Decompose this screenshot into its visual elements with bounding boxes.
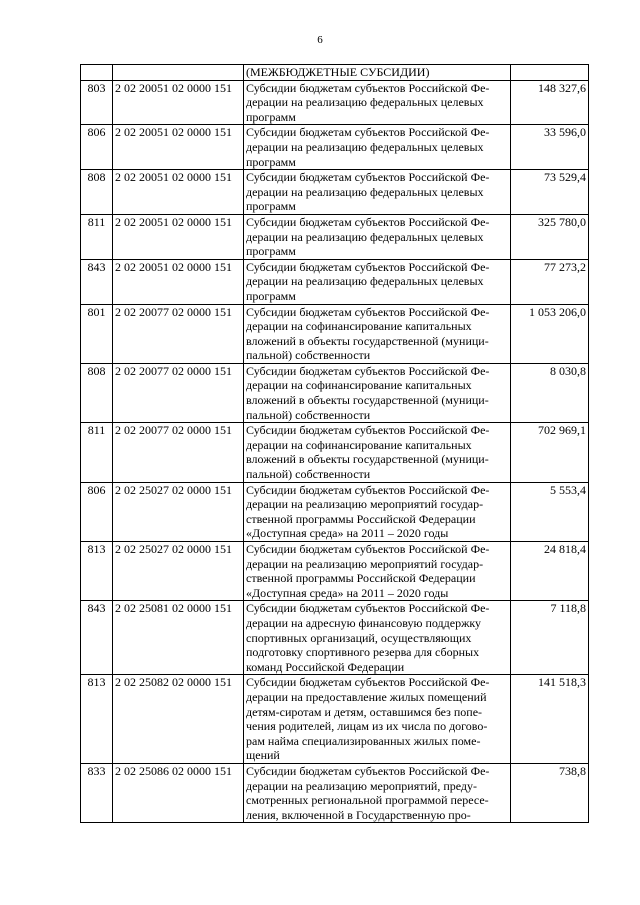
budget-code-cell: 2 02 20077 02 0000 151	[113, 304, 244, 363]
description-line: программ	[246, 244, 296, 259]
description-line: Субсидии бюджетам субъектов Российской Фе-	[246, 170, 490, 185]
table-row	[81, 763, 589, 822]
description-line: команд Российской Федерации	[246, 659, 405, 674]
table-row	[81, 601, 589, 675]
admin-code-cell: 843	[81, 259, 113, 304]
admin-code-cell: 833	[81, 763, 113, 822]
table-row	[81, 304, 589, 363]
description-cell	[244, 423, 511, 482]
description-line: рам найма специализированных жилых поме-	[246, 733, 481, 748]
table-row	[81, 675, 589, 764]
description-line: ления, включенной в Государственную про-	[246, 807, 471, 822]
description-line: спортивных организаций, осуществляющих	[246, 630, 472, 645]
description-line: Субсидии бюджетам субъектов Российской Фе-	[246, 542, 490, 556]
amount-cell: 738,8	[511, 763, 589, 822]
description-line: дерации на реализацию мероприятий государ-	[246, 497, 484, 512]
table-row	[81, 423, 589, 482]
admin-code-cell: 811	[81, 423, 113, 482]
amount-cell: 7 118,8	[511, 601, 589, 675]
subsidies-table	[80, 64, 589, 823]
admin-code-cell: 813	[81, 542, 113, 601]
header-code-cell	[113, 65, 244, 81]
budget-code-cell: 2 02 20051 02 0000 151	[113, 170, 244, 215]
description-cell	[244, 125, 511, 170]
table-header-row	[81, 65, 589, 81]
table-row	[81, 214, 589, 259]
amount-cell: 148 327,6	[511, 80, 589, 125]
table-row	[81, 542, 589, 601]
description-line: Субсидии бюджетам субъектов Российской Фе-	[246, 482, 490, 497]
description-line: детям-сиротам и детям, оставшимся без попе-	[246, 704, 483, 719]
budget-code-cell: 2 02 25027 02 0000 151	[113, 542, 244, 601]
description-line: дерации на реализацию федеральных целевых	[246, 229, 484, 244]
description-line: дерации на реализацию мероприятий, преду-	[246, 778, 478, 793]
amount-cell: 5 553,4	[511, 482, 589, 541]
table-row	[81, 125, 589, 170]
description-line: «Доступная среда» на 2011 – 2020 годы	[246, 585, 449, 600]
budget-code-cell: 2 02 25086 02 0000 151	[113, 763, 244, 822]
description-cell	[244, 80, 511, 125]
description-line: дерации на реализацию федеральных целевых	[246, 139, 484, 154]
description-line: вложений в объекты государственной (муници-	[246, 333, 489, 348]
admin-code-cell: 808	[81, 170, 113, 215]
description-line: щений	[246, 748, 280, 763]
description-line: Субсидии бюджетам субъектов Российской Фе-	[246, 125, 490, 140]
description-cell	[244, 763, 511, 822]
description-line: Субсидии бюджетам субъектов Российской Фе-	[246, 259, 490, 274]
amount-cell: 1 053 206,0	[511, 304, 589, 363]
description-line: ственной программы Российской Федерации	[246, 511, 476, 526]
description-cell	[244, 214, 511, 259]
description-line: программ	[246, 109, 296, 124]
budget-code-cell: 2 02 20077 02 0000 151	[113, 423, 244, 482]
description-line: дерации на реализацию федеральных целевых	[246, 184, 484, 199]
amount-cell: 33 596,0	[511, 125, 589, 170]
description-line: программ	[246, 288, 296, 303]
description-line: чения родителей, лицам из их числа по догово-	[246, 719, 488, 734]
admin-code-cell: 811	[81, 214, 113, 259]
description-cell	[244, 304, 511, 363]
section-title: (МЕЖБЮДЖЕТНЫЕ СУБСИДИИ)	[244, 65, 511, 81]
description-cell	[244, 363, 511, 422]
budget-code-cell: 2 02 20051 02 0000 151	[113, 259, 244, 304]
table-body	[81, 65, 589, 823]
admin-code-cell: 806	[81, 482, 113, 541]
admin-code-cell: 843	[81, 601, 113, 675]
table-row	[81, 259, 589, 304]
admin-code-cell: 806	[81, 125, 113, 170]
description-line: дерации на софинансирование капитальных	[246, 319, 472, 334]
description-cell	[244, 259, 511, 304]
amount-cell: 73 529,4	[511, 170, 589, 215]
budget-code-cell: 2 02 25081 02 0000 151	[113, 601, 244, 675]
amount-cell: 325 780,0	[511, 214, 589, 259]
description-line: Субсидии бюджетам субъектов Российской Фе-	[246, 423, 490, 438]
admin-code-cell: 801	[81, 304, 113, 363]
description-line: дерации на софинансирование капитальных	[246, 378, 472, 393]
description-cell	[244, 482, 511, 541]
header-admin-cell	[81, 65, 113, 81]
description-line: дерации на софинансирование капитальных	[246, 437, 472, 452]
admin-code-cell: 803	[81, 80, 113, 125]
description-line: дерации на реализацию федеральных целевых	[246, 95, 484, 110]
description-line: дерации на реализацию мероприятий государ-	[246, 556, 484, 571]
description-line: «Доступная среда» на 2011 – 2020 годы	[246, 526, 449, 541]
budget-code-cell: 2 02 20077 02 0000 151	[113, 363, 244, 422]
budget-code-cell: 2 02 25027 02 0000 151	[113, 482, 244, 541]
budget-code-cell: 2 02 25082 02 0000 151	[113, 675, 244, 764]
description-line: вложений в объекты государственной (муници-	[246, 452, 489, 467]
amount-cell: 24 818,4	[511, 542, 589, 601]
description-line: Субсидии бюджетам субъектов Российской Фе-	[246, 763, 490, 778]
description-line: дерации на предоставление жилых помещений	[246, 689, 487, 704]
description-line: пальной) собственности	[246, 407, 371, 422]
amount-cell: 141 518,3	[511, 675, 589, 764]
description-line: дерации на реализацию федеральных целевых	[246, 274, 484, 289]
description-line: Субсидии бюджетам субъектов Российской Фе-	[246, 601, 490, 616]
table-row	[81, 482, 589, 541]
description-cell	[244, 542, 511, 601]
description-cell	[244, 601, 511, 675]
description-line: смотренных региональной программой пересе-	[246, 793, 489, 808]
table-row	[81, 80, 589, 125]
description-line: Субсидии бюджетам субъектов Российской Фе-	[246, 80, 490, 95]
description-cell	[244, 675, 511, 764]
budget-code-cell: 2 02 20051 02 0000 151	[113, 80, 244, 125]
description-line: дерации на адресную финансовую поддержку	[246, 615, 482, 630]
amount-cell: 702 969,1	[511, 423, 589, 482]
description-line: пальной) собственности	[246, 467, 371, 482]
description-line: Субсидии бюджетам субъектов Российской Фе-	[246, 675, 490, 690]
description-line: Субсидии бюджетам субъектов Российской Фе-	[246, 304, 490, 319]
table-row	[81, 363, 589, 422]
description-line: пальной) собственности	[246, 348, 371, 363]
description-line: программ	[246, 199, 296, 214]
description-line: вложений в объекты государственной (муници-	[246, 393, 489, 408]
table-row	[81, 170, 589, 215]
admin-code-cell: 808	[81, 363, 113, 422]
amount-cell: 8 030,8	[511, 363, 589, 422]
header-amount-cell	[511, 65, 589, 81]
description-line: ственной программы Российской Федерации	[246, 571, 476, 586]
budget-code-cell: 2 02 20051 02 0000 151	[113, 125, 244, 170]
description-line: Субсидии бюджетам субъектов Российской Фе-	[246, 214, 490, 229]
amount-cell: 77 273,2	[511, 259, 589, 304]
description-line: Субсидии бюджетам субъектов Российской Фе-	[246, 363, 490, 378]
admin-code-cell: 813	[81, 675, 113, 764]
description-line: подготовку спортивного резерва для сборных	[246, 645, 480, 660]
budget-code-cell: 2 02 20051 02 0000 151	[113, 214, 244, 259]
description-cell	[244, 170, 511, 215]
description-line: программ	[246, 154, 296, 169]
page-number: 6	[317, 34, 323, 46]
